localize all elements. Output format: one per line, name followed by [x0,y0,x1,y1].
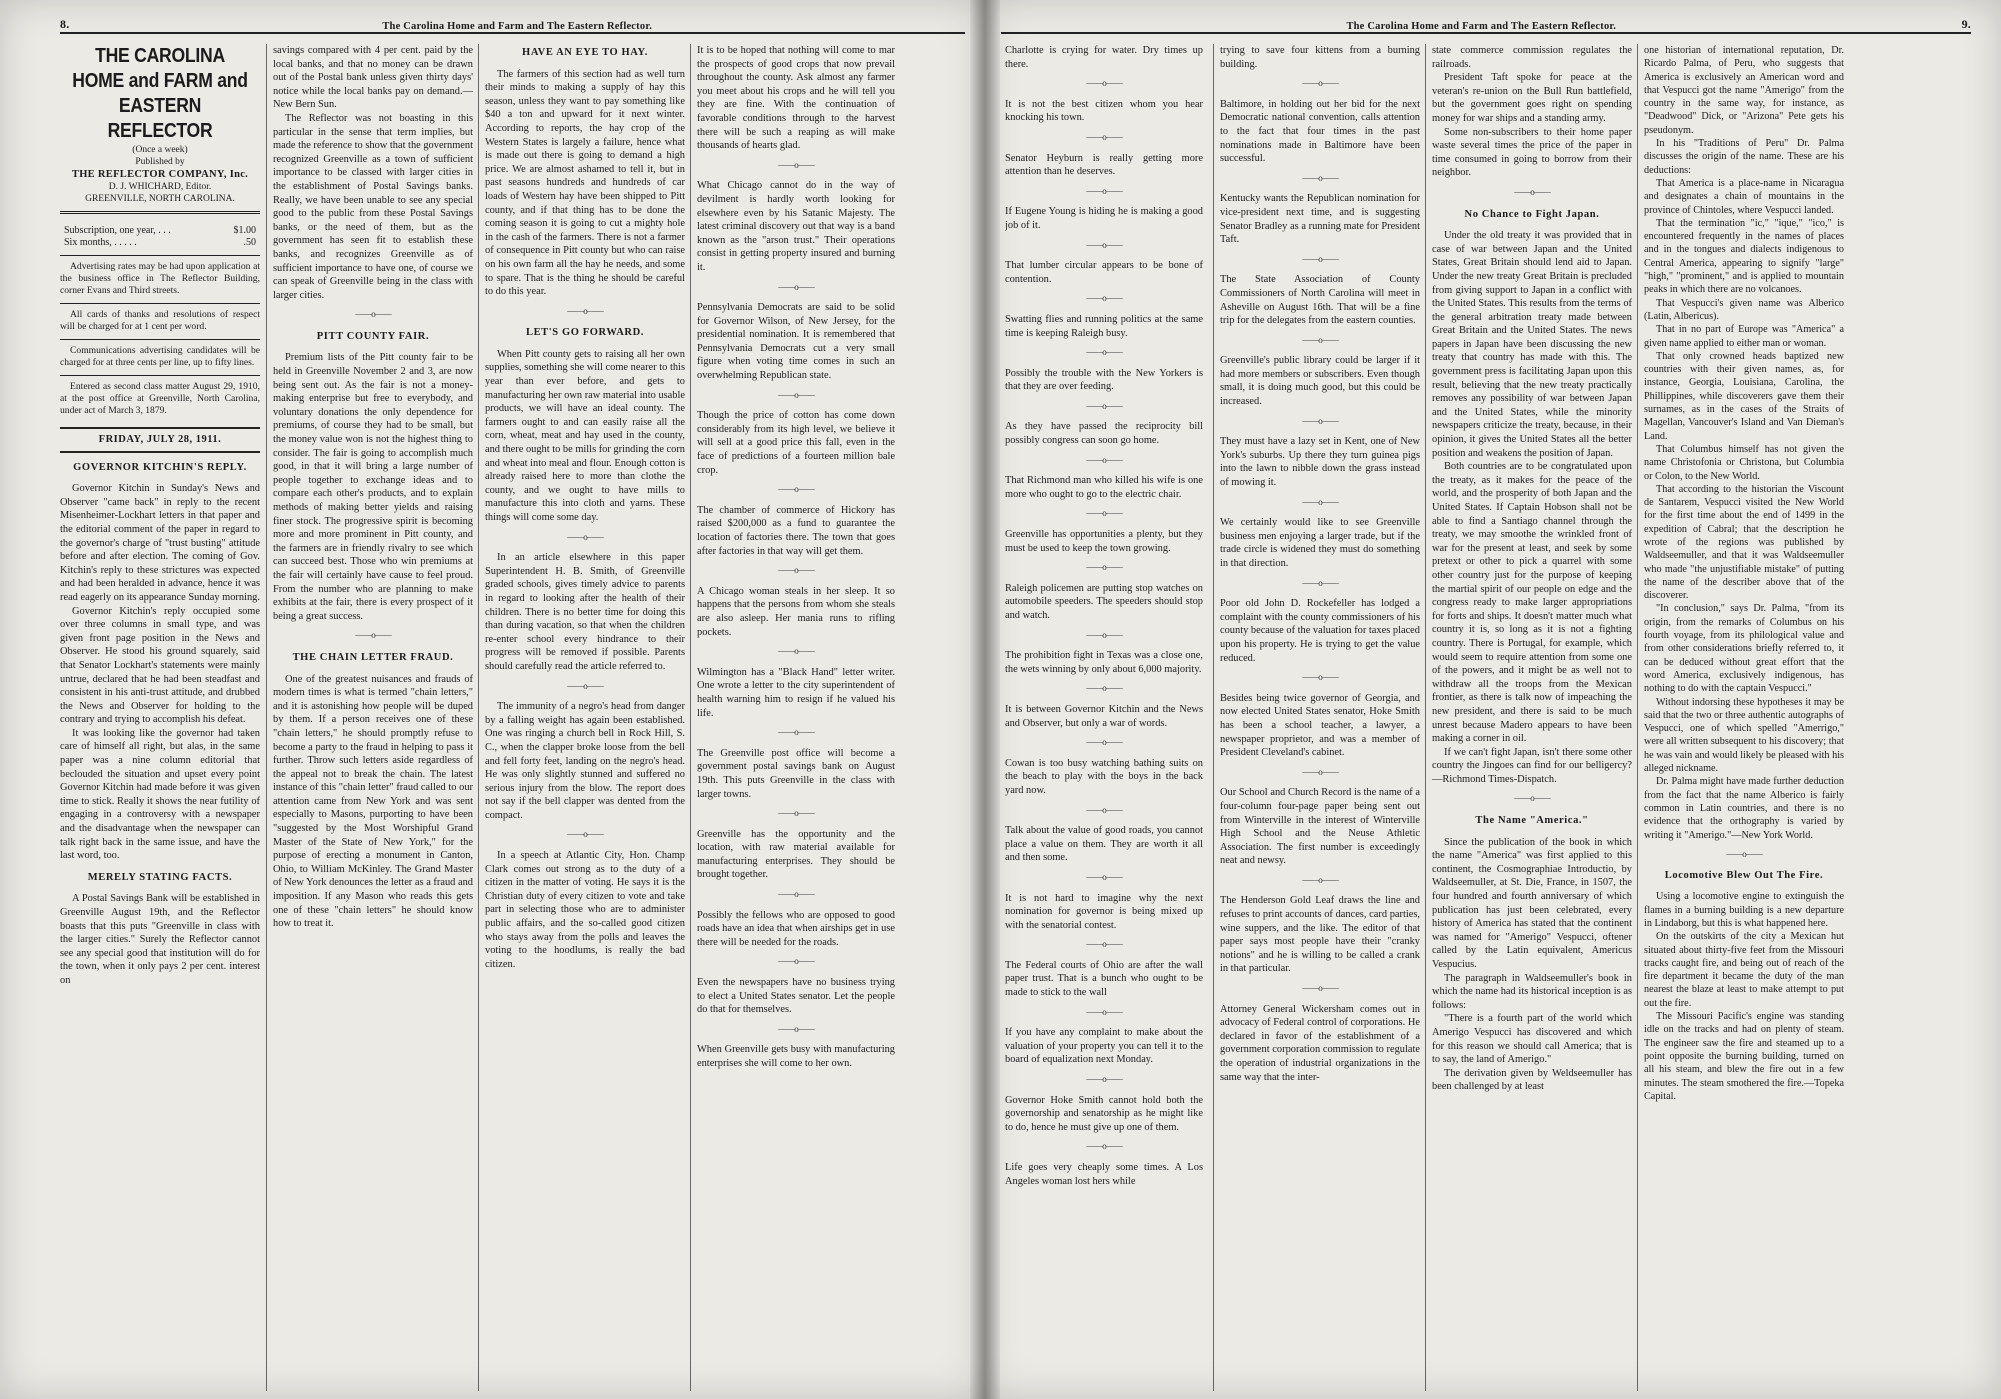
article-paragraph: Kentucky wants the Republican nomination for vice-president next time, and is suggesting Senator Bradley as a running mate for President Taft. [1220,193,1420,246]
article-paragraph: Pennsylvania Democrats are said to be solid for Governor Wilson, of New Jersey, for the presidential nomination. It is remembered that Pennsylvania Democrats cut a very small figure when voting time comes in such an overwhelming Republican state. [697,302,895,382]
article-paragraph: Swatting flies and running politics at the same time is keeping Raleigh busy. [1005,313,1203,339]
separator-ornament: ——o—— [1086,1074,1122,1085]
article-paragraph: Both countries are to be congratulated upon the treaty, as it makes for the peace of the world, and the prosperity of both Japan and the United States. If Captain Hobson shall not be able to find a Santiago channel through the treaty, we may smoothe the wrinkled front of war for the present at least, and seek by some pretext or other to pick a quarrel with some other country just for the purpose of keeping the martial spirit of our people on edge and the congress ready to make larger appropriations for forts and ships. It doesn't matter much what country it is, so long as it is not a fighting country. There is Portugal, for example, which would seem to require attention from some one of the powers, and it might be as well not to withdraw all the troops from the Mexican frontier, as there is talk now of impeaching the new president, and there is said to be much unrest because Madero appears to have been making a corner in oil. [1432,461,1632,745]
article-paragraph: Life goes very cheaply some times. A Los Angeles woman lost hers while [1005,1162,1203,1187]
headline-chain-letter-fraud: THE CHAIN LETTER FRAUD. [292,651,454,663]
article-paragraph: Attorney General Wickersham comes out in advocacy of Federal control of corporations. He declared in favor of the establishment of a government corporation commission to regulate the operation of industrial organizations in the same way that the inter- [1220,1003,1420,1083]
subscription-rates [60,220,260,256]
article-paragraph: The derivation given by Weldseemuller has been challenged by at least [1432,1067,1632,1093]
article-paragraph: one historian of international reputation, Dr. Ricardo Palma, of Peru, who suggests that America is exclusively an American word and that Vespucci got the name "Amerigo" from the country in the same way, for instance, as "Deadwood" Dick, or "Arizona" Pete gets his pseudonym. [1644,45,1844,136]
article-paragraph: state commerce commission regulates the railroads. [1432,45,1632,70]
separator-ornament: ——o—— [1302,874,1338,885]
column-8 [1637,44,1844,1391]
article-paragraph: Governor Hoke Smith cannot hold both the governorship and senatorship as he might like to do, hence he must give up one of them. [1005,1094,1203,1133]
separator-ornament: ——o—— [567,305,603,316]
article-paragraph: Using a locomotive engine to extinguish the flames in a burning building is a new departure in Lindaborg, but this is what happened here. [1644,891,1844,929]
article-paragraph: That according to the historian the Viscount de Santarem, Vespucci visited the New World for the first time about the end of 1499 in the expedition of Cabral; that the description he wrote of the regions was published by Waldseemuller, and that it was Waldseemuller who made "the unjustifiable mistake" of putting the name of the describer above that of the discoverer. [1644,483,1844,602]
separator-ornament: ——o—— [1086,1141,1122,1152]
article-paragraph: If we can't fight Japan, isn't there some other country the Jingoes can find for our belligercy?—Richmond Times-Dispatch. [1432,746,1632,785]
separator-ornament: ——o—— [355,630,391,641]
article-paragraph: A Chicago woman steals in her sleep. It so happens that the persons from whom she steals are also asleep. Her mania runs to rifling pockets. [697,585,895,638]
separator-ornament: ——o—— [1086,293,1122,304]
separator-ornament: ——o—— [1086,239,1122,250]
headline-lets-go-forward: LET'S GO FORWARD. [525,327,645,339]
article-paragraph: Poor old John D. Rockefeller has lodged a complaint with the county commissioners of his county because of the valuation for taxes placed upon his property. He is trying to get the value reduced. [1220,598,1420,664]
article-paragraph: savings compared with 4 per cent. paid by the local banks, and that no money can be drawn out of the Postal bank unless given thirty days' notice while the local banks pay on demand.—New Bern Sun. [273,45,473,111]
separator-ornament: ——o—— [778,646,814,657]
article-paragraph: The prohibition fight in Texas was a close one, the wets winning by only about 6,000 majority. [1005,650,1203,675]
article-paragraph: The Henderson Gold Leaf draws the line and refuses to print accounts of dances, card parties, wine suppers, and the like. The editor of that paper says most people have their "cranky notions" and he is willing to be called a crank in that particular. [1220,895,1420,975]
article-paragraph: We certainly would like to see Greenville business men enjoying a larger trade, but if the trade circle is widened they must do something in that direction. [1220,517,1420,569]
column-2 [266,44,473,1391]
separator-ornament: ——o—— [567,680,603,691]
masthead-publisher: THE REFLECTOR COMPANY, Inc. [71,169,249,180]
masthead-frequency: (Once a week) [132,145,188,155]
article-paragraph: That only crowned heads baptized new countries with their given names, as, for instance, Georgia, Louisiana, Carolina, the Phillippines, while discoverers gave them their surnames, as in the cases of the Straits of Magellan, Vancouver's Island and Van Dieman's Land. [1644,350,1844,442]
masthead-published-by: Published by [135,157,185,167]
article-paragraph: It is to be hoped that nothing will come to mar the prospects of good crops that now prevail throughout the county. Ask almost any farmer you meet about his crops and he will tell you they are fine. With the continuation of favorable conditions through to the harvest there will be such a reaping as will make thousands of hearts glad. [697,45,895,152]
sub-six-label: Six months, . . . . . [64,237,137,248]
left-newspaper-page [0,0,983,1399]
separator-ornament: ——o—— [1086,78,1122,89]
article-paragraph: That America is a place-name in Nicaragua and designates a chain of mountains in the province of Chintoles, where Vespucci landed. [1644,177,1844,216]
issue-date: FRIDAY, JULY 28, 1911. [60,427,260,453]
running-head-title-right: The Carolina Home and Farm and The Eastern Reflector. [1346,21,1617,32]
separator-ornament: ——o—— [567,531,603,542]
separator-ornament: ——o—— [1726,848,1762,859]
article-paragraph: It is between Governor Kitchin and the News and Observer, but only a war of words. [1005,703,1203,729]
article-paragraph: The Missouri Pacific's engine was standing idle on the tracks and had on plenty of steam. The engineer saw the fire and steamed up to a point opposite the burning building, turned on all his steam, and blew the fire out in a few minutes. The steam smothered the fire.—Topeka Capital. [1644,1011,1844,1102]
article-paragraph: A Postal Savings Bank will be established in Greenville August 19th, and the Reflector boasts that this puts "Greenville in class with the larger cities." Surely the Reflector cannot see any special good that institution will do for the town, when it only pays 2 per cent. interest on [60,893,260,986]
separator-ornament: ——o—— [778,281,814,292]
page-number-right: 9. [1961,17,1971,31]
article-paragraph: Possibly the fellows who are opposed to good roads have an idea that when airships get in use there will be needed for the roads. [697,909,895,948]
headline-no-chance-japan: No Chance to Fight Japan. [1464,208,1600,220]
article-paragraph: Charlotte is crying for water. Dry times up there. [1005,45,1203,70]
separator-ornament: ——o—— [1086,508,1122,519]
separator-ornament: ——o—— [1086,131,1122,142]
article-paragraph: "There is a fourth part of the world which Amerigo Vespucci has discovered and which for this reason we should call America; that is to say, the land of Amerigo." [1432,1013,1632,1066]
article-paragraph: The State Association of County Commissioners of North Carolina will meet in Asheville on August 16th. That will be a fine trip for the delegates from the eastern counties. [1220,274,1420,327]
article-paragraph: It was looking like the governor had taken care of himself all right, but alas, in the same paper was a nine column editorial that beclouded the situation and upset every point Governor Kitchin had made before it was given time to stick. Really it shows the near futility of engaging in a controversy with a newspaper and the disadvantage when the newspaper can talk right back in the same issue, and have the last word, too. [60,727,260,862]
article-paragraph: What Chicago cannot do in the way of devilment is hardly worth looking for elsewhere even by his Satanic Majesty. The latest criminal discovery out that way is a band known as the "arson trust." Their operations consist in getting property insured and burning it. [697,180,895,273]
article-paragraph: Our School and Church Record is the name of a four-column four-page paper being sent out from Winterville in the interest of Winterville High School and the Neuse Athletic Association. The first number is exceedingly neat and newsy. [1220,787,1420,867]
separator-ornament: ——o—— [1086,871,1122,882]
article-paragraph: On the outskirts of the city a Mexican hut situated about thirty-five feet from the Missouri tracks caught fire, and being out of reach of the fire department it became the duty of the man nearest the blaze at least to make attempt to put out the fire. [1644,931,1844,1009]
article-paragraph: Raleigh policemen are putting stop watches on automobile speeders. The speeders should stop and watch. [1005,582,1203,621]
headline-eye-to-hay: HAVE AN EYE TO HAY. [522,47,648,58]
page-number-left: 8. [60,17,70,31]
separator-ornament: ——o—— [1086,683,1122,694]
column-3 [478,44,685,1391]
article-paragraph: If Eugene Young is hiding he is making a good job of it. [1005,206,1203,231]
article-paragraph: Under the old treaty it was provided that in case of war between Japan and the United States, Great Britain should lend aid to Japan. Under the new treaty Great Britain is precluded from giving support to Japan in a conflict with the United States. This results from the terms of the general arbitration treaty made between Great Britain and the United States. The news papers in Japan have been discussing the new treaty that country has made with this. The government press is facilitating Japan upon this result, believing that the new treaty practically removes any possibility of war between Japan and the United States, while the minority newspapers criticize the treaty, because, in their opinion, it gives the United States all the better position and weakens the position of Japan. [1432,230,1632,459]
separator-ornament: ——o—— [567,829,603,840]
article-paragraph: In a speech at Atlantic City, Hon. Champ Clark comes out strong as to the duty of a citizen in the matter of voting. He says it is the Christian duty of every citizen to vote and take part in selecting those who are to administer public affairs, and the so-called good citizen who stays away from the polls and leaves the voting to the hoodlums, is really the bad citizen. [485,850,685,970]
separator-ornament: ——o—— [1302,253,1338,264]
column-4 [690,44,895,1391]
article-paragraph: It is not the best citizen whom you hear knocking his town. [1005,98,1203,124]
article-paragraph: Talk about the value of good roads, you cannot place a value on them. They are worth it all and then some. [1005,825,1203,864]
separator-ornament: ——o—— [1086,454,1122,465]
separator-ornament: ——o—— [778,808,814,819]
article-paragraph: Greenville has opportunities a plenty, but they must be used to keep the town growing. [1005,529,1203,554]
article-paragraph: Though the price of cotton has come down considerably from its high level, we believe it will sell at a good price this fall, even in the face of predictions of a fourteen million bale crop. [697,410,895,476]
article-paragraph: If you have any complaint to make about the valuation of your property you can tell it to the board of equalization next Monday. [1005,1027,1203,1066]
right-newspaper-page [983,0,2001,1399]
article-paragraph: The Greenville post office will become a government postal savings bank on August 19th. This puts Greenville in the class with larger towns. [697,747,895,800]
masthead [60,44,260,214]
running-head-title-left: The Carolina Home and Farm and The Eastern Reflector. [382,21,653,32]
separator-ornament: ——o—— [778,727,814,738]
article-paragraph: When Pitt county gets to raising all her own supplies, something she will come nearer to this year than ever before, and gets to manufacturing her own raw material into usable products, we will have an ideal county. The farmers ought to and can easily raise all the corn, wheat, meat and hay used in the county, and there ought to be mills for grinding the corn and wheat into meal and flour. Enough cotton is already raised here to more than clothe the county, and we ought to have mills to manufacture this into cloth and yarns. These things will come some day. [485,348,685,523]
article-paragraph: That Richmond man who killed his wife is one more who ought to go to the electric chair. [1005,475,1203,500]
communications-notice: Communications advertising candidates will be charged for at three cents per line, up to fifty lines. [60,340,260,376]
article-paragraph: Governor Kitchin's reply occupied some over three columns in small type, and was given front page position in the News and Observer. He stood his ground squarely, said that Senator Lockhart's statements were mainly untrue, declared that he had been steadfast and consistent in his anti-trust attitude, and drubbed the News and Observer for holding to the contrary and trying to accomplish his defeat. [60,605,260,726]
column-6 [1213,44,1420,1391]
article-paragraph: That Vespucci's given name was Alberico (Latin, Albericus). [1644,297,1844,322]
separator-ornament: ——o—— [778,956,814,967]
separator-ornament: ——o—— [778,1023,814,1034]
column-7 [1425,44,1632,1391]
column-5 [1005,44,1203,1391]
headline-name-america: The Name "America." [1475,815,1589,827]
article-paragraph: The chamber of commerce of Hickory has raised $200,000 as a fund to guarantee the location of factories there. The town that goes after factories in that way will get them. [697,504,895,557]
headline-locomotive-fire: Locomotive Blew Out The Fire. [1664,870,1824,882]
sub-six-price: .50 [243,237,256,248]
separator-ornament: ——o—— [1514,793,1550,804]
headline-pitt-county-fair: PITT COUNTY FAIR. [316,330,430,342]
article-paragraph: Governor Kitchin in Sunday's News and Observer "came back" in reply to the recent Misenheimer-Lockhart letters in that paper and the editorial comment of the paper in regard to the governor's charge of "trust busting" attitude before and after election. The coming of Gov. Kitchin's reply to these strictures was expected and had been heralded in advance, hence it was read eagerly on its appearance Sunday morning. [60,483,260,603]
separator-ornament: ——o—— [1086,804,1122,815]
article-paragraph: One of the greatest nuisances and frauds of modern times is what is termed "chain letters," and it is astonishing how people will be duped by them. If a person receives one of these "chain letters," he should promptly refuse to become a party to the fraud in helping to pass it further. Throw such letters aside regardless of the appeal not to break the chain. The latest instance of this "chain letter" fraud called to our attention came from New York and was sent especially to Masons, purporting to have been "suggested by the Most Worshipful Grand Master of the State of New York," for the purpose of erecting a monument in Canton, Ohio, to William McKinley. The Grand Master of New York denounces the letter as a fraud and imposition. If any Mason who reads this gets one of these "chain letters" he should know how to treat it. [273,673,473,930]
column-1 [60,44,260,1391]
separator-ornament: ——o—— [778,484,814,495]
advertising-notice: Advertising rates may be had upon application at the business office in The Reflector Building, corner Evans and Third streets. [60,256,260,304]
article-paragraph: Greenville has the opportunity and the location, with raw material available for manufacturing enterprises. They should be brought together. [697,828,895,881]
article-paragraph: Some non-subscribers to their home paper waste several times the price of the paper in time consumed in going to borrow from their neighbor. [1432,126,1632,179]
separator-ornament: ——o—— [1086,737,1122,748]
article-paragraph: They must have a lazy set in Kent, one of New York's suburbs. Up there they turn guinea pigs into the lawn to nibble down the grass instead of mowing it. [1220,436,1420,489]
headline-kitchin-reply: GOVERNOR KITCHIN'S REPLY. [73,461,247,473]
separator-ornament: ——o—— [1302,766,1338,777]
article-paragraph: The Federal courts of Ohio are after the wall paper trust. That is a bunch who ought to be made to stick to the wall [1005,959,1203,999]
separator-ornament: ——o—— [1302,415,1338,426]
cards-notice: All cards of thanks and resolutions of respect will be charged for at 1 cent per word. [60,304,260,340]
article-paragraph: Greenville's public library could be larger if it had more members or subscribers. Even though small, it is doing much good, but this could be increased. [1220,355,1420,408]
masthead-title: THE CAROLINA HOME and FARM and EASTERN REFLECTOR [72,45,248,142]
article-paragraph: Possibly the trouble with the New Yorkers is that they are over feeding. [1005,367,1203,393]
separator-ornament: ——o—— [1302,334,1338,345]
separator-ornament: ——o—— [1086,939,1122,950]
masthead-editor: D. J. WHICHARD, Editor. [108,182,212,192]
separator-ornament: ——o—— [1086,629,1122,640]
article-paragraph: Besides being twice governor of Georgia, and now elected United States senator, Hoke Smith has been a school teacher, a lawyer, a newspaper proprietor, and was a member of President Cleveland's cabinet. [1220,692,1420,759]
article-paragraph: The farmers of this section had as well turn their minds to making a supply of hay this season, unless they want to pay something like $40 a ton and upward for it next winter. According to reports, the hay crop of the Western States is largely a failure, hence what is made out there is going to demand a high price. We are almost ashamed to tell it, but in past seasons hundreds and hundreds of car loads of Western hay have been shipped to Pitt county, and if that thing has to be done the coming season it is going to cut a mighty hole in the cash of the farmers. There is not a farmer of consequence in Pitt county but who can raise on his own farm all the hay he needs, and some to spare. That is the thing he should be careful to do this year. [485,68,685,298]
article-paragraph: That in no part of Europe was "America" a given name applied to either man or woman. [1644,324,1844,349]
separator-ornament: ——o—— [1086,562,1122,573]
separator-ornament: ——o—— [1086,347,1122,358]
article-paragraph: trying to save four kittens from a burning building. [1220,45,1420,70]
article-paragraph: In an article elsewhere in this paper Superintendent H. B. Smith, of Greenville graded schools, gives timely advice to parents in regard to looking after the health of their children. There is no better time for doing this than during vacation, so that when the children re-enter school every hindrance to their progress will be removed if possible. Parents should carefully read the article referred to. [485,552,685,672]
article-paragraph: The immunity of a negro's head from danger by a falling weight has again been established. One was ringing a church bell in Rock Hill, S. C., when the clapper broke loose from the bell and fell forty feet, landing on the negro's head. He was only slightly stunned and suffered no serious injury from the blow. The report does not say if the bell clapper was dented from the compact. [485,701,685,821]
separator-ornament: ——o—— [1302,78,1338,89]
separator-ornament: ——o—— [778,159,814,170]
headline-merely-stating-facts: MERELY STATING FACTS. [87,871,233,883]
separator-ornament: ——o—— [1514,186,1550,197]
article-paragraph: "In conclusion," says Dr. Palma, "from its origin, from the remarks of Columbus on his fourth voyage, from its philological value and from other considerations briefly referred to, it can be deduced without great effort that the word America, exclusively indigenous, has nothing to do with the captain Vespucci." [1644,603,1844,695]
article-paragraph: As they have passed the reciprocity bill possibly congress can soon go home. [1005,421,1203,447]
separator-ornament: ——o—— [1086,400,1122,411]
article-paragraph: Wilmington has a "Black Hand" letter writer. One wrote a letter to the city superintendent of health warning him to resign if he valued his life. [697,666,895,719]
article-paragraph: Without indorsing these hypotheses it may be said that the two or three authentic autographs of Vespucci, one of which spelled "Amerrigo," were all written subsequent to his discovery; that he was vain and would likely be pleased with his alleged nickname. [1644,696,1844,775]
running-head-right [1001,16,1971,34]
article-paragraph: Dr. Palma might have made further deduction from the fact that the name Alberico is fairly common in Latin countries, and there is no evidence that the orthography is varied by writing it "Amerigo."—New York World. [1644,776,1844,841]
article-paragraph: Baltimore, in holding out her bid for the next Democratic national convention, calls attention to the fact that four times in the past nominations made in Baltimore have been successful. [1220,98,1420,165]
article-paragraph: Senator Heyburn is really getting more attention than he deserves. [1005,152,1203,178]
article-paragraph: The paragraph in Waldseemuller's book in which the name had its historical inception is as follows: [1432,972,1632,1011]
article-paragraph: Since the publication of the book in which the name "America" was first applied to this continent, the Cosmographiae Introductio, by Waldseemuller, at St. Die, France, in 1507, the four hundred and fourth anniversary of which publication has just been celebrated, every history of America has stated that the continent was named for "Amerigo" Vespucci, oftener called by the Latin equivalent, Americus Vespucius. [1432,836,1632,970]
separator-ornament: ——o—— [1302,577,1338,588]
article-paragraph: The Reflector was not boasting in this particular in the sense that term implies, but made the reference to show that the government recognized Greenville as a town of sufficient importance to be classed with larger cities in the establishment of Postal Savings banks. Really, we have been unable to see any special good to the public from these Postal Savings banks, or the need of them, but as the government has seen fit to establish these banks, and recognizes Greenville as of sufficient importance to have one, of course we can speak of Greenville being in the class with larger cities. [273,112,473,301]
article-paragraph: It is not hard to imagine why the next nomination for governor is being mixed up with the senatorial contest. [1005,892,1203,931]
article-paragraph: In his "Traditions of Peru" Dr. Palma discusses the origin of the name. These are his deductions: [1644,138,1844,176]
article-paragraph: Cowan is too busy watching bathing suits on the beach to play with the boys in the back yard now. [1005,757,1203,796]
article-paragraph: That lumber circular appears to be bone of contention. [1005,260,1203,285]
separator-ornament: ——o—— [1302,672,1338,683]
entered-notice: Entered as second class matter August 29, 1910, at the post office at Greenville, North Carolina, under act of March 3, 1879. [60,381,260,416]
sub-year-label: Subscription, one year, . . . [64,225,171,236]
article-paragraph: That the termination "ic," "ique," "ico," is encountered frequently in the names of places and in the tongues and dialects indigenous to Central America, appearing to signify "large" "high," "prominent," and is applied to mountain peaks in which there are no volcanoes. [1644,217,1844,296]
separator-ornament: ——o—— [778,389,814,400]
separator-ornament: ——o—— [778,889,814,900]
separator-ornament: ——o—— [1302,983,1338,994]
separator-ornament: ——o—— [1086,185,1122,196]
masthead-location: GREENVILLE, NORTH CAROLINA. [85,194,235,204]
article-paragraph: Premium lists of the Pitt county fair to be held in Greenville November 2 and 3, are now being sent out. As the fair is not a money-making enterprise but free to everybody, and voluntary donations the only dependence for premiums, of course they had to be small, but the money value won is not the highest thing to consider. The fair is going to accomplish much good, in that it will bring a large number of people together to exchange ideas and to compare each other's products, and to explain methods of making better yields and raising finer stock. The progressive spirit is becoming more and more prominent in Pitt county, and the farmers are in friendly rivalry to see which can succeed best. Those who win premiums at the fair will certainly have cause to feel proud. From the number who are planning to make exhibits at the fair, there is every prospect of it being a great success. [273,352,473,622]
article-paragraph: That Columbus himself has not given the name Christofonia or Christona, but Columbia or Colon, to the New World. [1644,443,1844,482]
sub-year-price: $1.00 [233,225,256,236]
article-paragraph: When Greenville gets busy with manufacturing enterprises she will come to her own. [697,1044,895,1069]
article-paragraph: Even the newspapers have no business trying to elect a United States senator. Let the people do that for themselves. [697,977,895,1016]
running-head-left [60,16,965,34]
separator-ornament: ——o—— [1086,1006,1122,1017]
separator-ornament: ——o—— [1302,172,1338,183]
separator-ornament: ——o—— [1302,496,1338,507]
article-paragraph: President Taft spoke for peace at the veteran's re-union on the Bull Run battlefield, but the government goes right on spending money for war ships and a standing army. [1432,72,1632,124]
separator-ornament: ——o—— [355,309,391,320]
separator-ornament: ——o—— [778,565,814,576]
